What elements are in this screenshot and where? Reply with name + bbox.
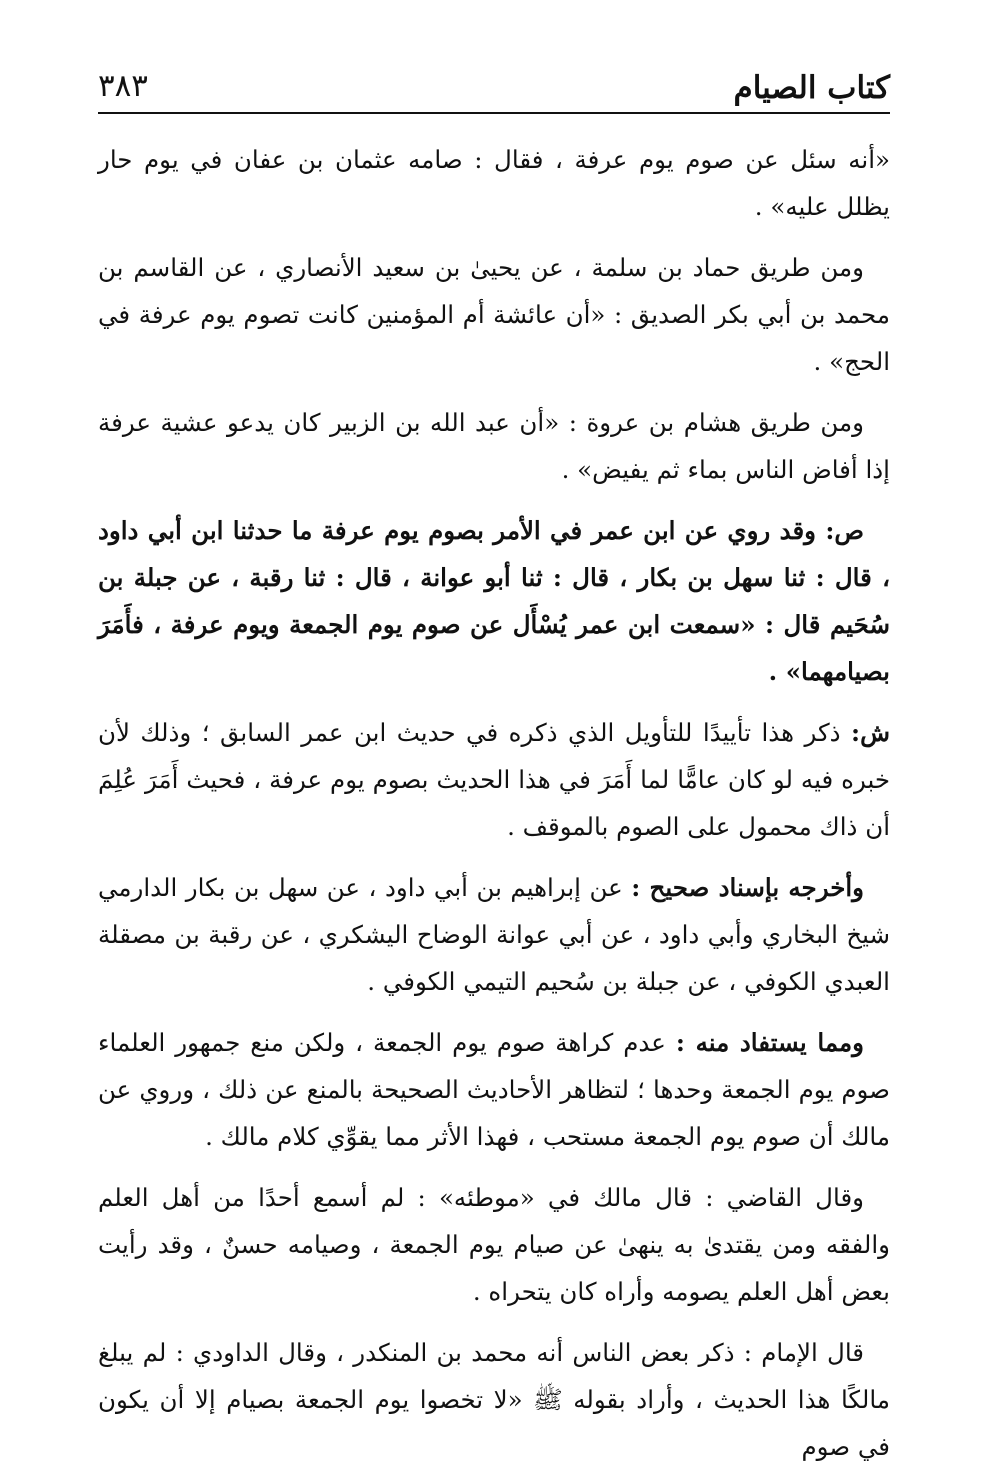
- paragraph-text: قال الإمام : ذكر بعض الناس أنه محمد بن المنكدر ، وقال الداودي : لم يبلغ مالكًا هذا الحديث ، وأراد بقوله ﷺ «لا تخصوا يوم الجمعة بصيام إلا أن يكون في صوم: [98, 1338, 890, 1461]
- paragraph-text: وقد روي عن ابن عمر في الأمر بصوم يوم عرفة ما حدثنا ابن أبي داود ، قال : ثنا سهل بن بكار ، قال : ثنا أبو عوانة ، قال : ثنا رقبة ، عن جبلة بن سُحَيم قال : «سمعت ابن عمر يُسْأَل عن صوم يوم الجمعة ويوم عرفة ، فأَمَرَ بصيامهما» .: [98, 516, 890, 686]
- paragraph: [98, 244, 890, 385]
- paragraph: [98, 864, 890, 1005]
- chapter-title: كتاب الصيام: [733, 70, 890, 106]
- paragraph-text: وقال القاضي : قال مالك في «موطئه» : لم أسمع أحدًا من أهل العلم والفقه ومن يقتدىٰ به ينهىٰ عن صيام يوم الجمعة ، وصيامه حسنٌ ، وقد رأيت بعض أهل العلم يصومه وأراه كان يتحراه .: [98, 1183, 890, 1306]
- body-text: [98, 136, 890, 1484]
- paragraph-matn: [98, 507, 890, 695]
- paragraph-text: ومن طريق حماد بن سلمة ، عن يحيىٰ بن سعيد الأنصاري ، عن القاسم بن محمد بن أبي بكر الصديق : «أن عائشة أم المؤمنين كانت تصوم يوم عرفة في الحج» .: [98, 253, 890, 376]
- paragraph: [98, 399, 890, 493]
- paragraph-sharh: [98, 709, 890, 850]
- paragraph: [98, 1329, 890, 1470]
- paragraph-text: ومن طريق هشام بن عروة : «أن عبد الله بن الزبير كان يدعو عشية عرفة إذا أفاض الناس بماء ثم يفيض» .: [98, 408, 890, 484]
- paragraph: [98, 1174, 890, 1315]
- paragraph-lead: ص:: [825, 516, 865, 545]
- paragraph: [98, 136, 890, 230]
- page-number: ٣٨٣: [98, 68, 148, 104]
- paragraph-text: «أنه سئل عن صوم يوم عرفة ، فقال : صامه عثمان بن عفان في يوم حار يظلل عليه» .: [98, 145, 890, 221]
- paragraph-lead: وأخرجه بإسناد صحيح :: [631, 873, 864, 902]
- paragraph-text: عن إبراهيم بن أبي داود ، عن سهل بن بكار الدارمي شيخ البخاري وأبي داود ، عن أبي عوانة الوضاح اليشكري ، عن رقبة بن مصقلة العبدي الكوفي ، عن جبلة بن سُحيم التيمي الكوفي .: [98, 873, 890, 996]
- paragraph-text: عدم كراهة صوم يوم الجمعة ، ولكن منع جمهور العلماء صوم يوم الجمعة وحدها ؛ لتظاهر الأحاديث الصحيحة بالمنع عن ذلك ، وروي عن مالك أن صوم يوم الجمعة مستحب ، فهذا الأثر مما يقوِّي كلام مالك .: [98, 1028, 890, 1151]
- paragraph-lead: ش:: [851, 718, 890, 747]
- paragraph-lead: ومما يستفاد منه :: [675, 1028, 864, 1057]
- page-header: [98, 66, 890, 114]
- paragraph: [98, 1019, 890, 1160]
- paragraph-text: ذكر هذا تأييدًا للتأويل الذي ذكره في حديث ابن عمر السابق ؛ وذلك لأن خبره فيه لو كان عامًّا لما أَمَرَ في هذا الحديث بصوم يوم عرفة ، فحيث أَمَرَ عُلِمَ أن ذاك محمول على الصوم بالموقف .: [98, 718, 890, 841]
